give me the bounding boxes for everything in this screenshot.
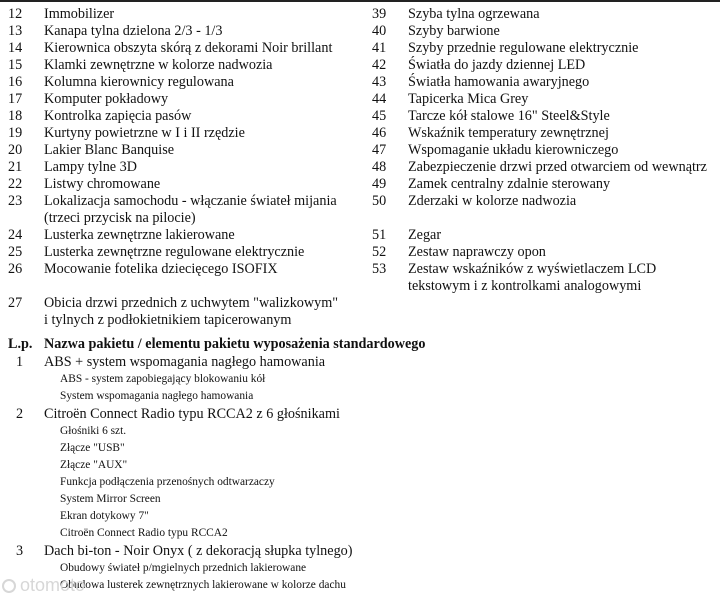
list-item: 27 Obicia drzwi przednich z uchwytem "walizkowym"	[8, 295, 339, 311]
list-item: 41 Szyby przednie regulowane elektrycznie	[372, 40, 639, 56]
package-item: 3 Dach bi-ton - Noir Onyx ( z dekoracją słupka tylnego)	[16, 543, 353, 559]
top-rule	[0, 0, 720, 2]
package-item: 1 ABS + system wspomagania nagłego hamowania	[16, 354, 326, 370]
list-item: 50 Zderzaki w kolorze nadwozia	[372, 193, 577, 209]
equipment-list-right	[372, 6, 717, 295]
list-item-continuation: tekstowym i z kontrolkami analogowymi	[408, 278, 642, 294]
package-sub-item: Złącze "USB"	[60, 442, 125, 454]
list-item: 21 Lampy tylne 3D	[8, 159, 137, 175]
package-sub-item: Funkcja podłączenia przenośnych odtwarzaczy	[60, 476, 275, 488]
watermark-logo-icon	[2, 579, 16, 593]
list-item-continuation: (trzeci przycisk na pilocie)	[44, 210, 196, 226]
list-item: 39 Szyba tylna ogrzewana	[372, 6, 540, 22]
package-sub-item: Złącze "AUX"	[60, 459, 128, 471]
list-item: 13 Kanapa tylna dzielona 2/3 - 1/3	[8, 23, 223, 39]
package-sub-item: Citroën Connect Radio typu RCCA2	[60, 527, 228, 539]
list-item: 18 Kontrolka zapięcia pasów	[8, 108, 192, 124]
equipment-list-left	[8, 6, 368, 329]
packages-header	[8, 335, 713, 353]
package-sub-item: Ekran dotykowy 7"	[60, 510, 149, 522]
list-item: 23 Lokalizacja samochodu - włączanie świateł mijania	[8, 193, 337, 209]
list-item: 53 Zestaw wskaźników z wyświetlaczem LCD	[372, 261, 657, 277]
list-item: 17 Komputer pokładowy	[8, 91, 169, 107]
list-item: 52 Zestaw naprawczy opon	[372, 244, 546, 260]
list-item: 22 Listwy chromowane	[8, 176, 161, 192]
list-item: 47 Wspomaganie układu kierowniczego	[372, 142, 619, 158]
package-sub-item: Obudowy świateł p/mgielnych przednich lakierowane	[60, 562, 307, 574]
package-item: 2 Citroën Connect Radio typu RCCA2 z 6 głośnikami	[16, 406, 340, 422]
list-item: 14 Kierownica obszyta skórą z dekorami Noir brillant	[8, 40, 333, 56]
list-item: 51 Zegar	[372, 227, 442, 243]
list-item: 48 Zabezpieczenie drzwi przed otwarciem od wewnątrz	[372, 159, 707, 175]
standard-packages-section	[8, 335, 713, 594]
package-sub-item: System Mirror Screen	[60, 493, 161, 505]
list-item: 12 Immobilizer	[8, 6, 115, 22]
list-item: 45 Tarcze kół stalowe 16" Steel&Style	[372, 108, 610, 124]
list-item: 46 Wskaźnik temperatury zewnętrznej	[372, 125, 609, 141]
list-item: 16 Kolumna kierownicy regulowana	[8, 74, 234, 90]
list-item-continuation: i tylnych z podłokietnikiem tapicerowanym	[44, 312, 292, 328]
lp-header: L.p.	[8, 336, 33, 352]
list-item: 26 Mocowanie fotelika dziecięcego ISOFIX	[8, 261, 278, 277]
package-sub-item: Obudowa lusterek zewnętrznych lakierowane w kolorze dachu	[60, 579, 346, 591]
list-item: 25 Lusterka zewnętrzne regulowane elektrycznie	[8, 244, 305, 260]
packages-title-header: Nazwa pakietu / elementu pakietu wyposażenia standardowego	[44, 336, 426, 352]
list-item: 44 Tapicerka Mica Grey	[372, 91, 529, 107]
package-sub-item: Głośniki 6 szt.	[60, 425, 127, 437]
package-sub-item: ABS - system zapobiegający blokowaniu kół	[60, 373, 266, 385]
list-item: 40 Szyby barwione	[372, 23, 500, 39]
list-item: 42 Światła do jazdy dziennej LED	[372, 57, 586, 73]
list-item: 24 Lusterka zewnętrzne lakierowane	[8, 227, 235, 243]
package-sub-item: System wspomagania nagłego hamowania	[60, 390, 254, 402]
watermark: otomoto	[2, 575, 85, 596]
list-item: 20 Lakier Blanc Banquise	[8, 142, 175, 158]
list-item: 19 Kurtyny powietrzne w I i II rzędzie	[8, 125, 245, 141]
list-item: 49 Zamek centralny zdalnie sterowany	[372, 176, 611, 192]
list-item: 43 Światła hamowania awaryjnego	[372, 74, 590, 90]
list-item: 15 Klamki zewnętrzne w kolorze nadwozia	[8, 57, 273, 73]
